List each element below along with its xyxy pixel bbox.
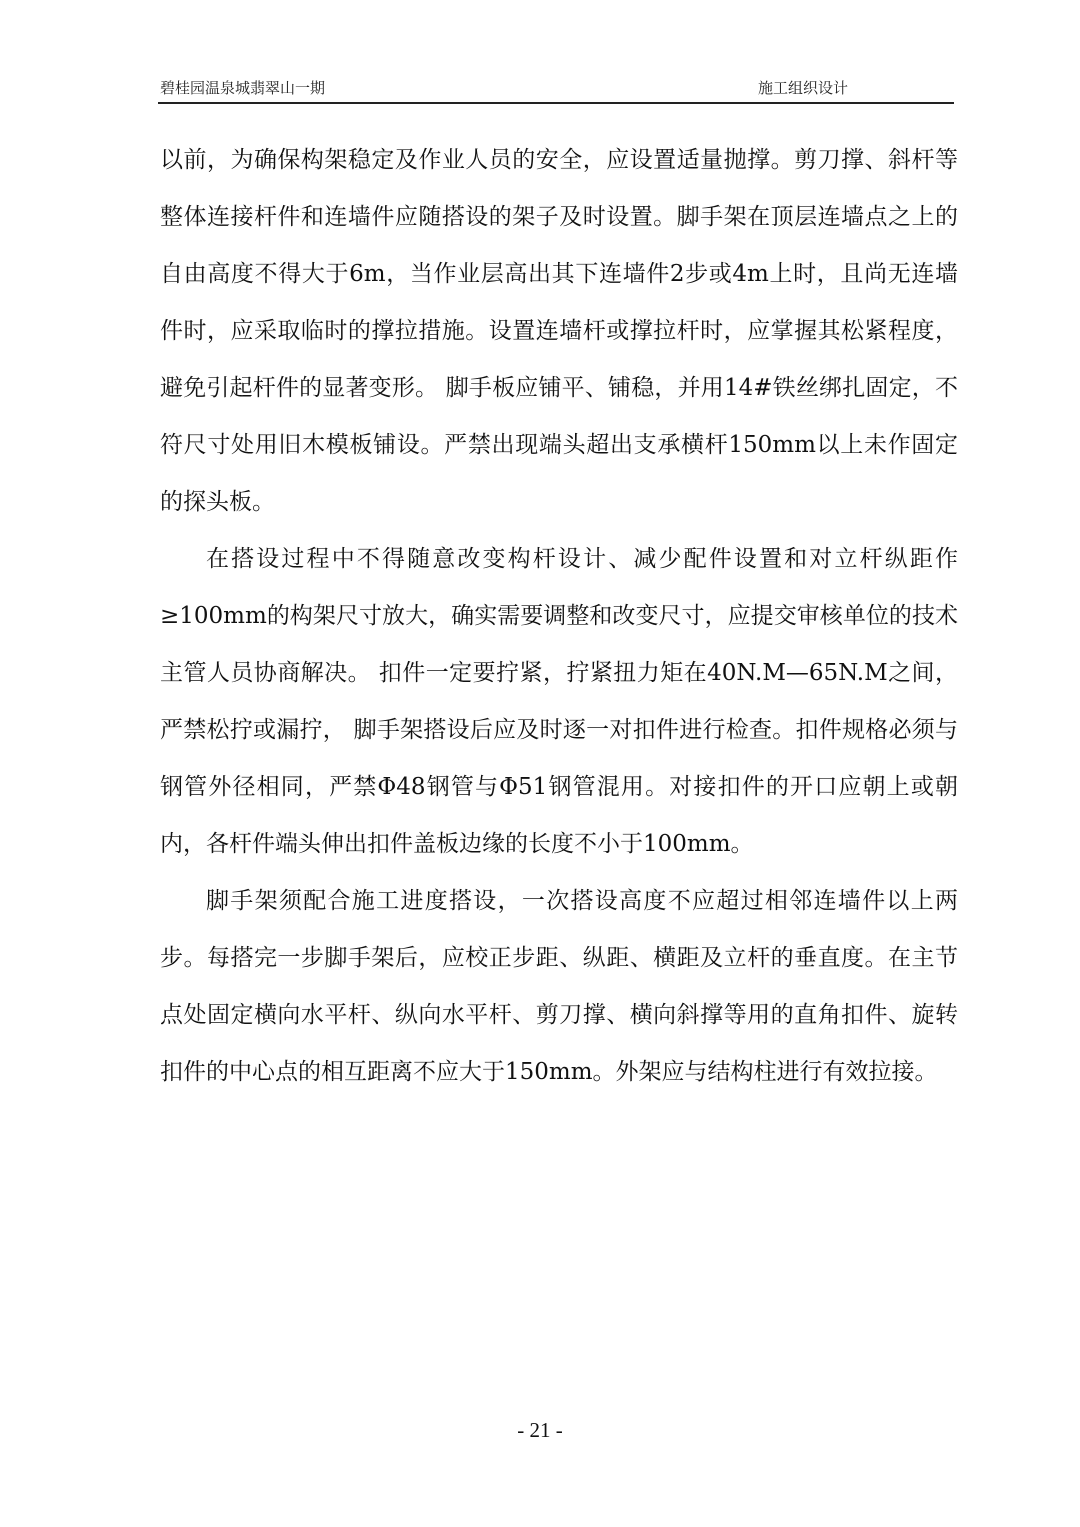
body-paragraph-1: 以前，为确保构架稳定及作业人员的安全，应设置适量抛撑。剪刀撑、斜杆等整体连接杆件和连墙件应随搭设的架子及时设置。脚手架在顶层连墙点之上的自由高度不得大于6m，当作业层高出其下连墙件2步或4m上时，且尚无连墙件时，应采取临时的撑拉措施。设置连墙杆或撑拉杆时，应掌握其松紧程度，避免引起杆件的显著变形。 脚手板应铺平、铺稳，并用14#铁丝绑扎固定，不符尺寸处用旧木模板铺设。严禁出现端头超出支承横杆150mm以上未作固定的探头板。	[160, 147, 958, 515]
body-paragraph-2: 在搭设过程中不得随意改变构杆设计、减少配件设置和对立杆纵距作≥100mm的构架尺寸放大，确实需要调整和改变尺寸，应提交审核单位的技术主管人员协商解决。 扣件一定要拧紧，拧紧扭力矩在40N.M—65N.M之间，严禁松拧或漏拧， 脚手架搭设后应及时逐一对扣件进行检查。扣件规格必须与钢管外径相同，严禁Φ48钢管与Φ51钢管混用。对接扣件的开口应朝上或朝内，各杆件端头伸出扣件盖板边缘的长度不小于100mm。	[160, 546, 958, 857]
page-number: - 21 -	[517, 1418, 563, 1442]
page-body	[160, 132, 958, 1101]
header-project-name: 碧桂园温泉城翡翠山一期	[160, 79, 326, 97]
page-header	[158, 74, 954, 104]
body-paragraph-3: 脚手架须配合施工进度搭设，一次搭设高度不应超过相邻连墙件以上两步。每搭完一步脚手架后，应校正步距、纵距、横距及立杆的垂直度。在主节点处固定横向水平杆、纵向水平杆、剪刀撑、横向斜撑等用的直角扣件、旋转扣件的中心点的相互距离不应大于150mm。外架应与结构柱进行有效拉接。	[160, 888, 958, 1085]
header-document-title: 施工组织设计	[757, 79, 848, 97]
